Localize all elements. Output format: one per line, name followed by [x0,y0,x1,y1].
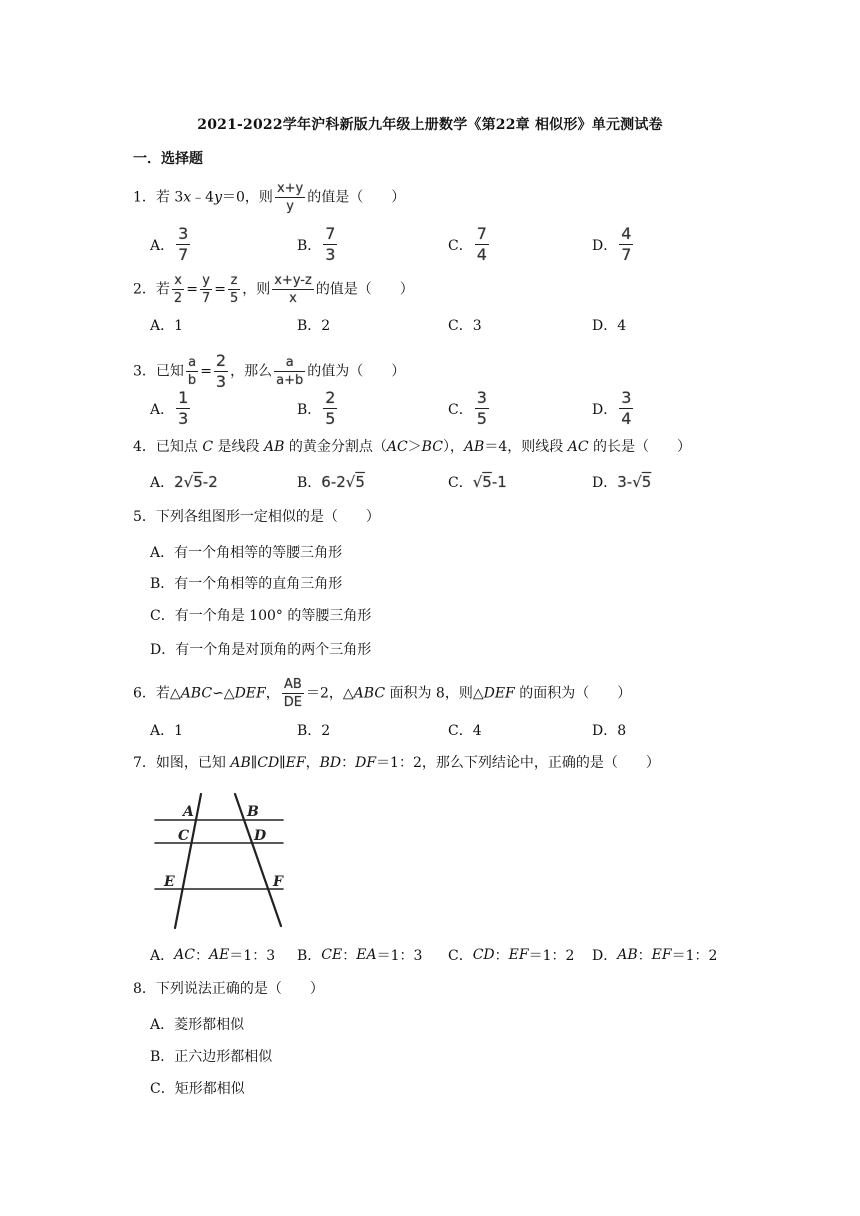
question-8: 8．下列说法正确的是（ ） [133,981,324,997]
option-b[interactable]: B．2 [297,318,331,334]
section-heading: 一．选择题 [133,151,203,167]
label-e: E [164,874,175,890]
page-title: 2021-2022学年沪科新版九年级上册数学《第22章 相似形》单元测试卷 [197,117,663,133]
option-c[interactable]: C．矩形都相似 [150,1081,245,1097]
option-b[interactable]: B．正六边形都相似 [150,1049,273,1065]
option-d[interactable]: D． $\frac{4}{7}$ [592,224,632,264]
fraction: $\frac{x+y}{y}$ [276,181,304,214]
option-b[interactable]: B． CE ： EA ＝1：3 [297,947,423,964]
option-a[interactable]: A．菱形都相似 [150,1017,245,1033]
parallel-lines-figure [153,790,293,930]
option-b[interactable]: B． 6-2√5 [297,473,365,491]
option-d[interactable]: D． 3-√5 [592,473,652,491]
option-b[interactable]: B． $\frac{2}{5}$ [297,388,336,428]
label-f: F [273,874,283,890]
option-c[interactable]: C． $\frac{7}{4}$ [448,224,487,264]
question-2: 2．若 $\frac{x}{2}$ = $\frac{y}{7}$ = $\frac{z}{5}$ ，则 $\frac{x+y-z}{x}$ 的值是（ ） [133,273,414,306]
option-a[interactable]: A． $\frac{1}{3}$ [150,388,189,428]
option-a[interactable]: A．1 [150,318,184,334]
label-a: A [183,804,194,820]
question-4: 4．已知点 C 是线段 AB 的黄金分割点（AC＞BC），AB＝4，则线段 AC 的长是（ ） [133,439,691,455]
question-5: 5．下列各组图形一定相似的是（ ） [133,509,380,525]
question-7: 7．如图，已知 AB∥CD∥EF，BD：DF＝1：2，那么下列结论中，正确的是（ ） [133,755,660,771]
question-3: 3．已知 $\frac{a}{b}$ = $\frac{2}{3}$ ，那么 $\frac{a}{a+b}$ 的值为（ ） [133,351,406,391]
option-c[interactable]: C．有一个角是 100° 的等腰三角形 [150,608,372,624]
option-c[interactable]: C． √5-1 [448,473,507,491]
option-d[interactable]: D． AB ： EF ＝1：2 [592,947,718,964]
option-d[interactable]: D．8 [592,723,627,739]
option-c[interactable]: C． $\frac{3}{5}$ [448,388,487,428]
option-b[interactable]: B．2 [297,723,331,739]
option-c[interactable]: C．3 [448,318,482,334]
label-d: D [254,828,267,844]
label-b: B [247,804,259,820]
option-a[interactable]: A． AC ： AE ＝1：3 [150,947,276,964]
option-a[interactable]: A． 2√5-2 [150,473,218,491]
option-d[interactable]: D． $\frac{3}{4}$ [592,388,632,428]
option-d[interactable]: D．有一个角是对顶角的两个三角形 [150,642,372,658]
option-c[interactable]: C．4 [448,723,482,739]
question-6: 6．若△ABC∽△DEF， $\frac{AB}{DE}$ ＝2，△ABC 面积为 8，则△DEF 的面积为（ ） [133,677,632,710]
option-a[interactable]: A．1 [150,723,184,739]
option-b[interactable]: B．有一个角相等的直角三角形 [150,576,343,592]
option-a[interactable]: A． $\frac{3}{7}$ [150,224,189,264]
option-c[interactable]: C． CD ： EF ＝1：2 [448,947,575,964]
label-c: C [178,828,190,844]
option-d[interactable]: D．4 [592,318,627,334]
option-a[interactable]: A．有一个角相等的等腰三角形 [150,545,343,561]
option-b[interactable]: B． $\frac{7}{3}$ [297,224,336,264]
question-1: 1．若 3x﹣4y＝0，则 $\frac{x+y}{y}$ 的值是（ ） [133,181,406,214]
